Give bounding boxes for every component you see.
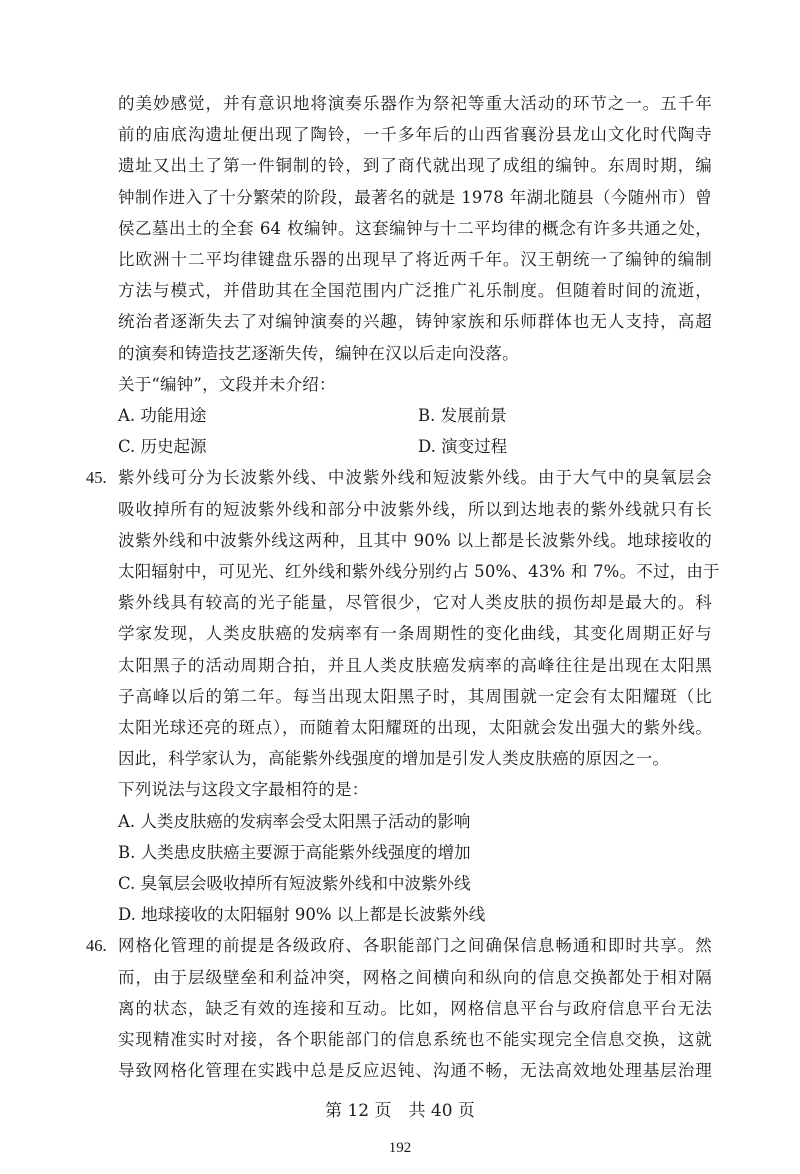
option-b[interactable]: B. 人类患皮肤癌主要源于高能紫外线强度的增加 — [118, 842, 471, 862]
option-b[interactable]: B. 发展前景 — [418, 406, 507, 425]
passage-line: 吸收掉所有的短波紫外线和部分中波紫外线，所以到达地表的紫外线就只有长 — [118, 499, 712, 519]
passage-line: 太阳辐射中，可见光、红外线和紫外线分别约占 50%、43% 和 7%。不过，由于 — [118, 562, 720, 581]
question-number: 46. — [86, 936, 107, 956]
passage-line: 太阳黑子的活动周期合拍，并且人类皮肤癌发病率的高峰往往是出现在太阳黑 — [118, 655, 712, 675]
option-c[interactable]: C. 历史起源 — [118, 437, 207, 457]
option-c[interactable]: C. 臭氧层会吸收掉所有短波紫外线和中波紫外线 — [118, 874, 471, 893]
passage-line: 钟制作进入了十分繁荣的阶段，最著名的就是 1978 年湖北随县（今随州市）曾 — [118, 187, 712, 207]
passage-line: 比欧洲十二平均律键盘乐器的出现早了将近两千年。汉王朝统一了编钟的编制 — [118, 250, 712, 269]
question-prompt: 下列说法与这段文字最相符的是： — [118, 780, 369, 800]
option-a[interactable]: A. 人类皮肤癌的发病率会受太阳黑子活动的影响 — [118, 811, 471, 831]
passage-line: 因此，科学家认为，高能紫外线强度的增加是引发人类皮肤癌的原因之一。 — [118, 749, 670, 769]
passage-line: 遗址又出土了第一件铜制的铃，到了商代就出现了成组的编钟。东周时期，编 — [118, 156, 712, 176]
passage-line: 离的状态，缺乏有效的连接和互动。比如，网格信息平台与政府信息平台无法 — [118, 998, 712, 1018]
question-prompt: 关于“编钟”，文段并未介绍： — [118, 374, 336, 394]
passage-line: 前的庙底沟遗址便出现了陶铃，一千多年后的山西省襄汾县龙山文化时代陶寺 — [118, 125, 712, 145]
passage-line: 太阳光球还亮的斑点），而随着太阳耀斑的出现，太阳就会发出强大的紫外线。 — [118, 718, 712, 737]
passage-line: 的美妙感觉，并有意识地将演奏乐器作为祭祀等重大活动的环节之一。五千年 — [118, 94, 712, 113]
passage-line: 学家发现，人类皮肤癌的发病率有一条周期性的变化曲线，其变化周期正好与 — [118, 624, 712, 644]
question-number: 45. — [86, 468, 107, 488]
passage-line: 统治者逐渐失去了对编钟演奏的兴趣，铸钟家族和乐师群体也无人支持，高超 — [118, 312, 712, 332]
option-d[interactable]: D. 地球接收的太阳辐射 90% 以上都是长波紫外线 — [118, 905, 486, 925]
passage-line: 波紫外线和中波紫外线这两种，且其中 90% 以上都是长波紫外线。地球接收的 — [118, 530, 712, 550]
passage-line: 网格化管理的前提是各级政府、各职能部门之间确保信息畅通和即时共享。然 — [118, 936, 712, 956]
passage-line: 方法与模式，并借助其在全国范围内广泛推广礼乐制度。但随着时间的流逝， — [118, 281, 712, 301]
passage-line: 子高峰以后的第二年。每当出现太阳黑子时，其周围就一定会有太阳耀斑（比 — [118, 686, 712, 706]
passage-line: 侯乙墓出土的全套 64 枚编钟。这套编钟与十二平均律的概念有许多共通之处， — [118, 218, 712, 238]
page-label: 第 12 页 共 40 页 — [325, 1101, 475, 1122]
passage-line: 实现精准实时对接，各个职能部门的信息系统也不能实现完全信息交换，这就 — [118, 1030, 712, 1049]
passage-line: 导致网格化管理在实践中总是反应迟钝、沟通不畅，无法高效地处理基层治理 — [118, 1061, 712, 1081]
option-a[interactable]: A. 功能用途 — [118, 406, 207, 425]
passage-line: 紫外线具有较高的光子能量，尽管很少，它对人类皮肤的损伤却是最大的。科 — [118, 593, 712, 613]
passage-line: 的演奏和铸造技艺逐渐失传，编钟在汉以后走向没落。 — [118, 343, 519, 363]
passage-line: 而，由于层级壁垒和利益冲突，网格之间横向和纵向的信息交换都处于相对隔 — [118, 967, 712, 987]
page-number: 192 — [388, 1140, 412, 1157]
passage-line: 紫外线可分为长波紫外线、中波紫外线和短波紫外线。由于大气中的臭氧层会 — [118, 468, 712, 488]
option-d[interactable]: D. 演变过程 — [418, 437, 508, 457]
